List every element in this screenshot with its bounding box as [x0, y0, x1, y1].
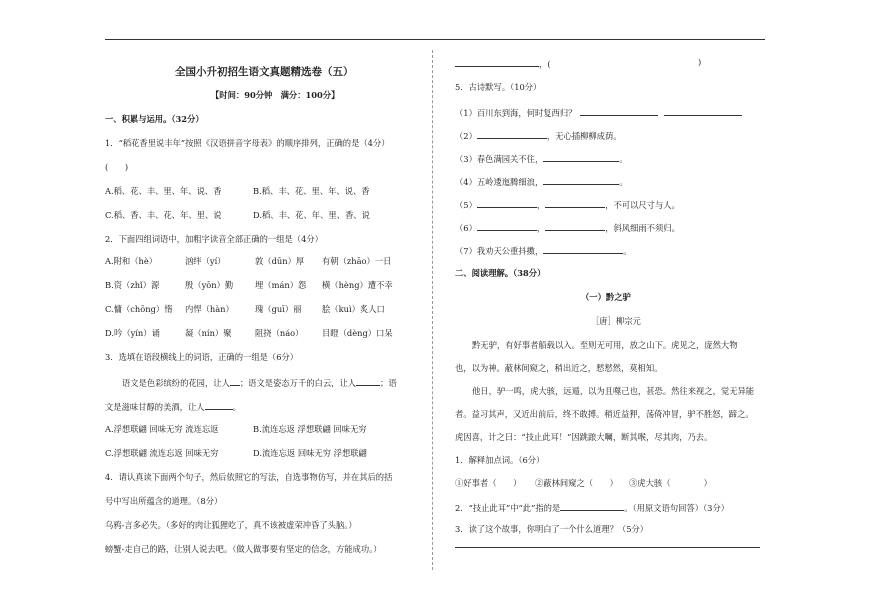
q2-option-b-3: 埋（mán）怨 [255, 280, 307, 290]
question-3: 3．选填在语段横线上的词语，正确的一组是（6分） [105, 352, 299, 362]
blank [543, 152, 619, 162]
blank [560, 501, 624, 511]
answer-line [455, 547, 760, 548]
passage-line-3: 他日，驴一鸣，虎大骇，远遁，以为且噬己也，甚恐。然往来视之，觉无异能 [472, 386, 755, 396]
passage-line-2: 也，以为神。蔽林间窥之，稍出近之，慭慭然，莫相知。 [455, 363, 663, 373]
q3-option-c: C.浮想联翩 流连忘返 回味无穷 [105, 448, 219, 458]
q2-option-c-2: 内悍（hàn） [185, 304, 234, 314]
section-1-heading: 一、积累与运用。（32分） [105, 114, 204, 124]
question-4-line-1: 4．请认真读下面两个句子，然后依照它的写法，自选事物仿写，并在其后的括 [105, 472, 393, 482]
poem-line-1: （1）百川东到海，何时复西归？ [455, 106, 742, 119]
q2-option-a-2: 汹绊（yí） [185, 256, 226, 266]
question-1: 1．“稻花香里说丰年”按照《汉语拼音字母表》的顺序排列，正确的是（4分） [105, 138, 390, 148]
reading-question-1: 1．解释加点词。（6分） [455, 455, 545, 465]
rq1-item-1: ①好事者（ ） [455, 478, 522, 488]
reading-question-3: 3．读了这个故事，你明白了一个什么道理？（5分） [455, 524, 649, 534]
q2-option-a-1: A.附和（hè） [105, 256, 158, 266]
rq1-item-3: ③虎大骇（ ） [629, 478, 712, 488]
question-4-line-2: 号中写出所蕴含的道理。（8分） [105, 496, 223, 506]
poem-line-4: （4）五岭逶迤腾细浪， 。 [455, 177, 628, 187]
passage-line-4: 者。益习其声，又近出前后，终不敢搏。稍近益狎，荡倚冲冒，驴不胜怒，蹄之。 [455, 409, 754, 419]
q2-option-a-3: 敦（dūn）厚 [255, 256, 305, 266]
blank [455, 57, 539, 67]
blank [205, 400, 233, 410]
q1-option-c: C.稻、香、丰、花、年、里、说 [105, 210, 222, 220]
question-1-answer-paren: ( ) [105, 162, 129, 172]
exam-info: 【时间：90分钟 满分：100分】 [211, 90, 340, 100]
blank [545, 221, 605, 231]
blank [477, 221, 537, 231]
q4-example-1: 乌鸦-言多必失。（多好的肉让狐狸吃了，真不该被虚荣冲昏了头脑。） [105, 520, 357, 530]
question-5: 5．古诗默写。（10分） [455, 82, 542, 92]
poem-line-3: （3）春色满园关不住， 。 [455, 154, 628, 164]
rq1-item-2: ②蔽林间窥之（ ） [535, 478, 618, 488]
q3-paragraph-line-2: 文是滋味甘醇的美酒，让人 。 [105, 402, 241, 412]
q1-option-a: A.稻、花、丰、里、年、说、香 [105, 186, 222, 196]
q2-option-d-3: 阻挠（náo） [255, 328, 304, 338]
column-divider [432, 50, 433, 570]
page-title: 全国小升初招生语文真题精选卷（五） [175, 66, 354, 78]
blank [477, 198, 537, 208]
q1-option-d: D.稻、丰、花、年、里、香、说 [253, 210, 370, 220]
q3-option-a: A.浮想联翩 回味无穷 流连忘返 [105, 424, 219, 434]
q2-option-a-4: 有朝（zhāo）一日 [322, 256, 392, 266]
blank [580, 106, 658, 116]
reading-question-2: 2．“技止此耳”中“此”指的是 。（用原文语句回答）（3分） [455, 503, 730, 513]
q1-option-b: B.稻、丰、花、里、年、说、香 [253, 186, 370, 196]
poem-line-2: （2） ，无心插柳柳成荫。 [455, 131, 622, 141]
question-2: 2．下面四组词语中，加粗字读音全部正确的一组是（4分） [105, 234, 323, 244]
q2-option-b-2: 殷（yōn）勤 [185, 280, 234, 290]
blank [356, 376, 380, 386]
poem-line-6: （6） ， ，斜风细雨不须归。 [455, 223, 680, 233]
continued-paren-close: ) [698, 57, 702, 67]
q2-option-b-4: 横（hèng）遭不幸 [322, 280, 393, 290]
top-rule [105, 39, 765, 40]
blank [230, 376, 240, 386]
passage-line-5: 虎因喜，计之曰：“技止此耳！”因跳踉大㘎，断其喉，尽其肉，乃去。 [455, 432, 713, 442]
q2-option-b-1: B.资（zhǐ）源 [105, 280, 160, 290]
q2-option-c-3: 瑰（guī）丽 [255, 304, 302, 314]
q3-option-b: B.流连忘返 浮想联翩 回味无穷 [253, 424, 367, 434]
q2-option-d-2: 凝（nín）聚 [185, 328, 232, 338]
passage-author: ［唐］柳宗元 [591, 316, 641, 326]
q3-paragraph-line-1: 语文是色彩缤纷的花园，让人 ；语文是姿态万千的白云，让人 ；语 [122, 378, 397, 388]
blank [477, 129, 547, 139]
blank [543, 244, 623, 254]
q2-option-d-4: 目瞪（dèng）口呆 [322, 328, 393, 338]
q2-option-c-4: 脍（kuì）炙人口 [322, 304, 385, 314]
section-2-heading: 二、阅读理解。（38分） [455, 268, 546, 278]
blank [545, 198, 605, 208]
poem-line-5: （5） ， ，不可以尺寸与人。 [455, 200, 680, 210]
continued-answer-line: ，( [455, 57, 551, 70]
blank [664, 106, 742, 116]
blank [543, 175, 619, 185]
q2-option-c-1: C.慵（chōng）惰 [105, 304, 173, 314]
q2-option-d-1: D.吟（yín）诵 [105, 328, 160, 338]
poem-line-7: （7）我劝天公重抖擞， 。 [455, 246, 632, 256]
q3-option-d: D.流连忘返 回味无穷 浮想联翩 [253, 448, 367, 458]
passage-title: （一）黔之驴 [581, 292, 631, 302]
passage-line-1: 黔无驴，有好事者船载以入。至则无可用，放之山下。虎见之，庞然大物 [472, 340, 738, 350]
q4-example-2: 螃蟹-走自己的路，让别人说去吧。（做人做事要有坚定的信念，方能成功。） [105, 544, 382, 554]
